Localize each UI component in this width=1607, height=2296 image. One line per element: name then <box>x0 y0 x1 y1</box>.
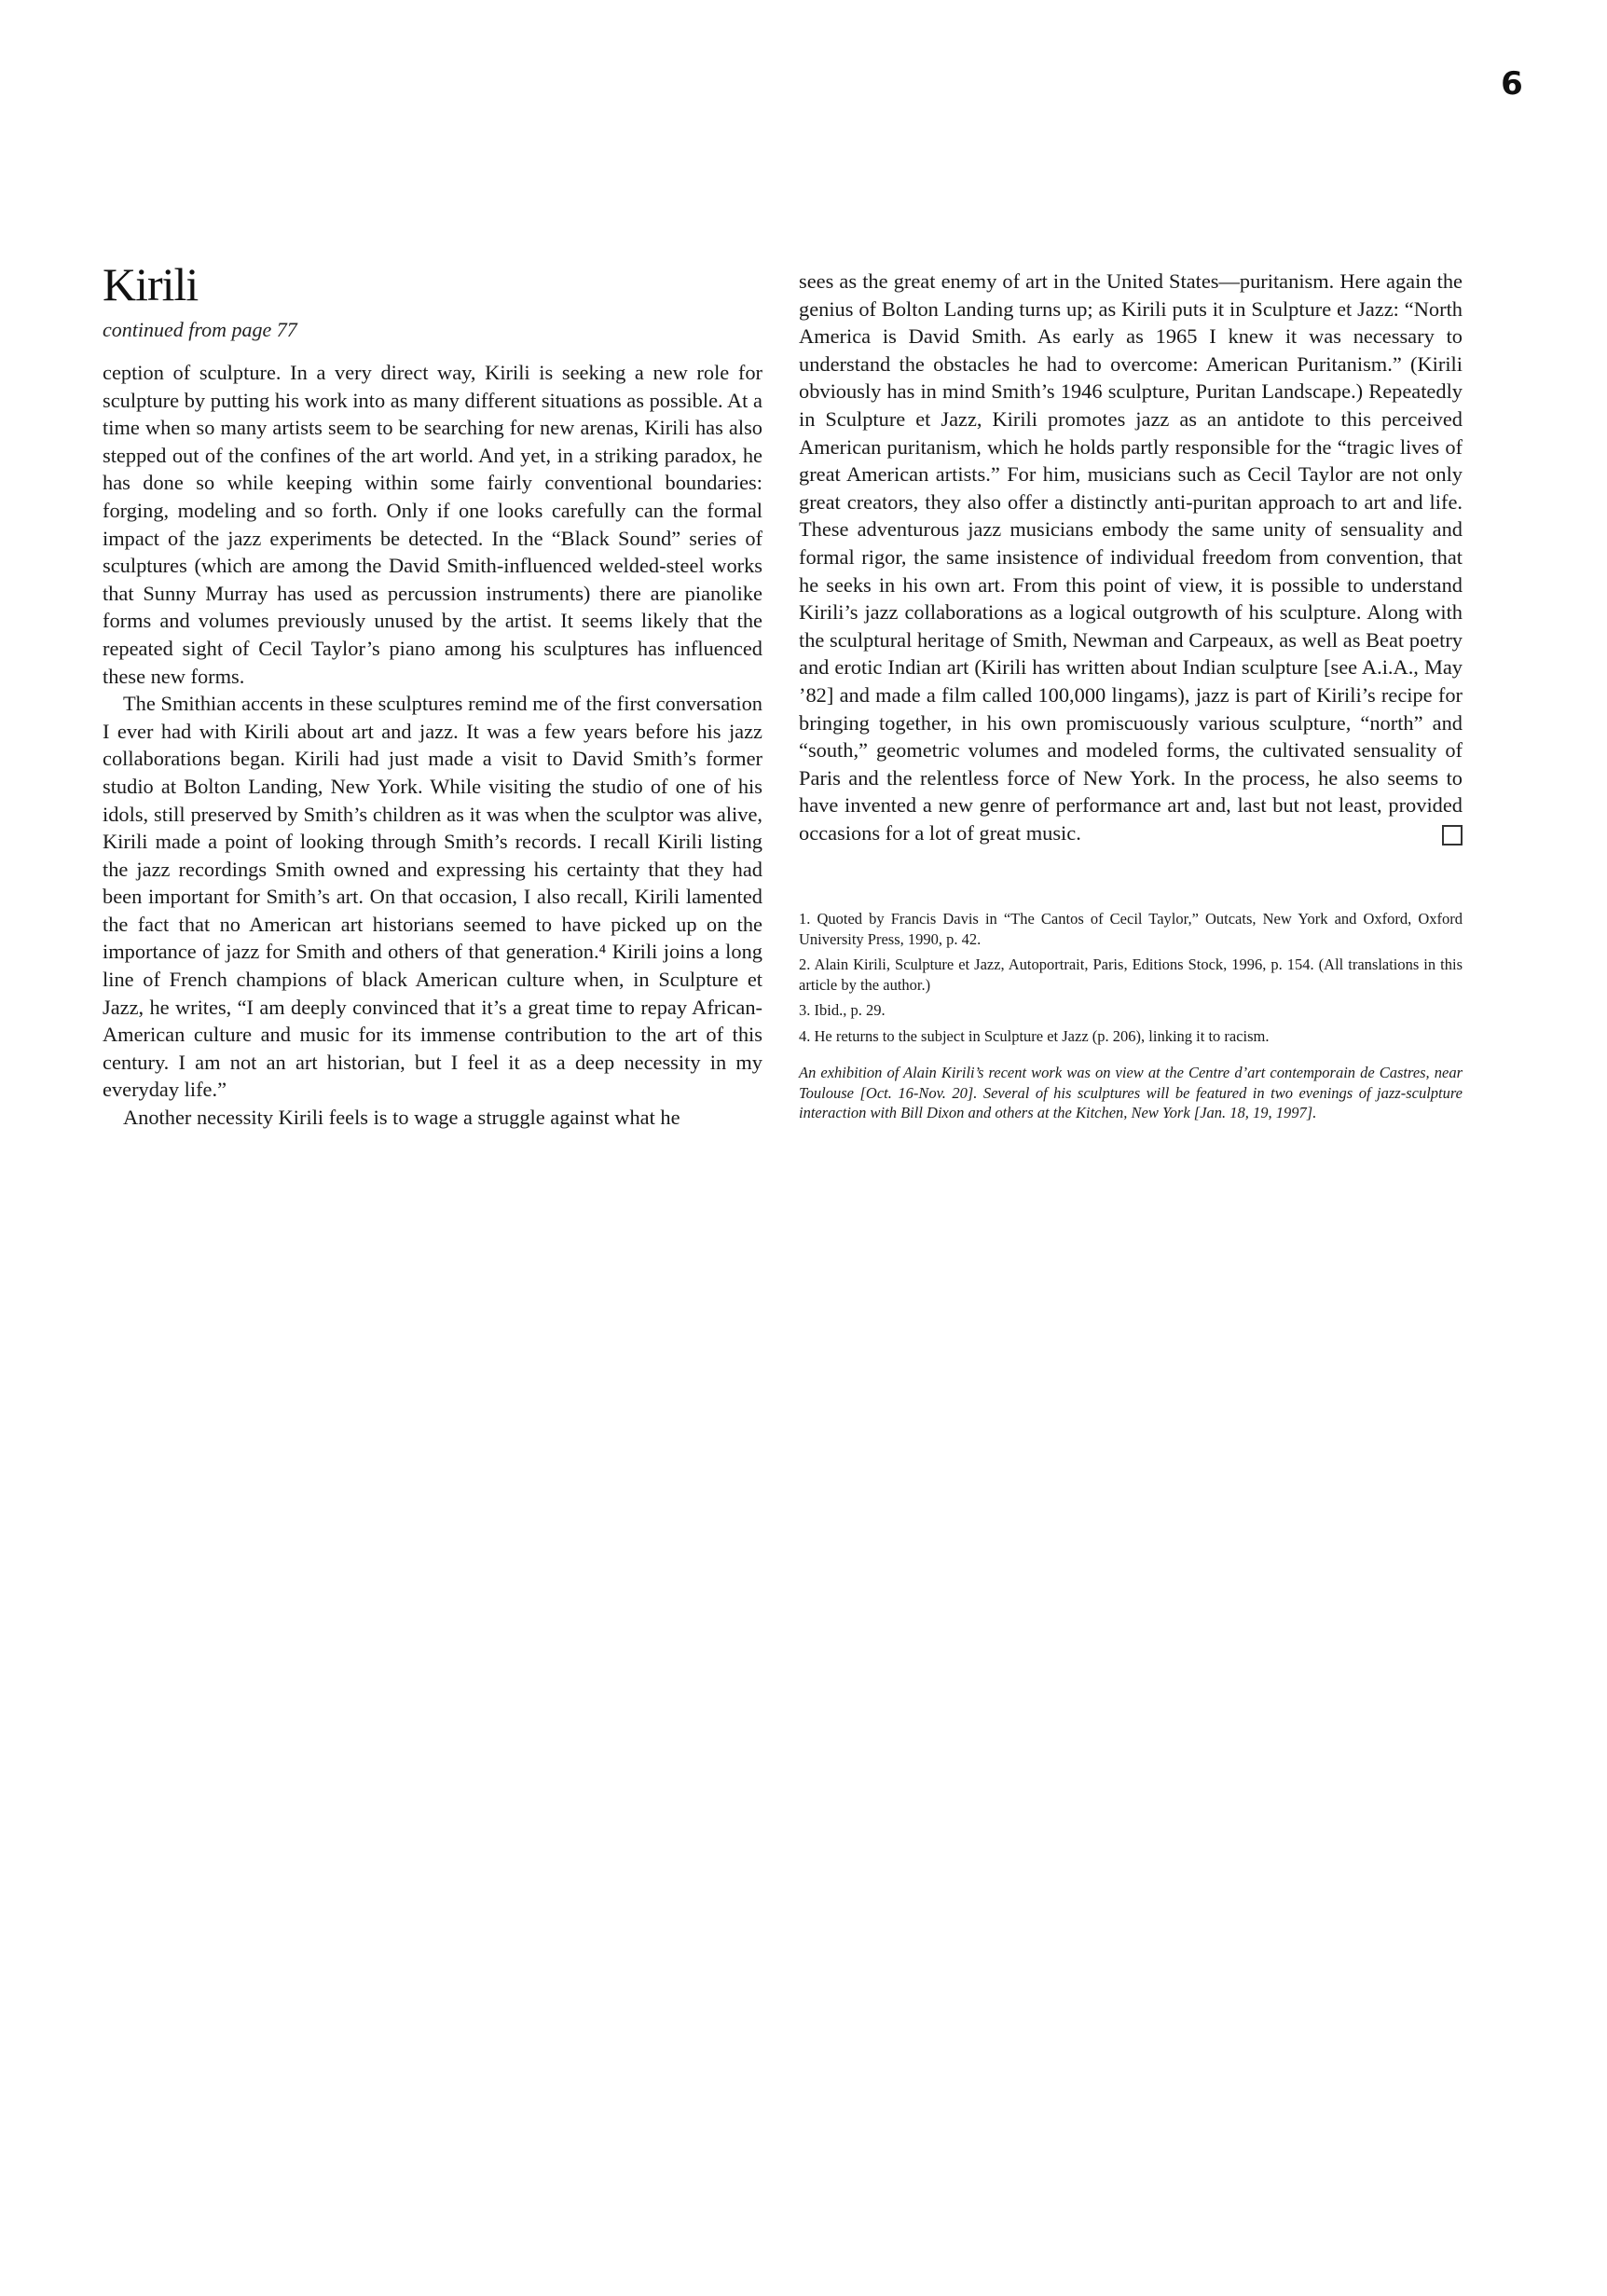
body-paragraph: Another necessity Kirili feels is to wage a struggle against what he <box>123 1106 680 1130</box>
right-column <box>799 268 1463 846</box>
body-paragraph: The Smithian accents in these sculptures remind me of the first conversation I ever had with Kirili about art and jazz. It was a few years before his jazz collaborations began. Kirili had just made a visit to David Smith’s former studio at Bolton Landing, New York. While visiting the studio of one of his idols, still preserved by Smith’s children as it was when the sculptor was alive, Kirili made a point of looking through Smith’s records. I recall Kirili listing the jazz recordings Smith owned and expressing his certainty that they had been important for Smith’s art. On that occasion, I also recall, Kirili lamented the fact that no American art historians seemed to have picked up on the importance of jazz for Smith and others of that generation.⁴ Kirili joins a long line of French champions of black American culture when, in Sculpture et Jazz, he writes, “I am deeply convinced that it’s a great time to repay African-American culture and music for its immense contribution to the art of this century. I am not an art historian, but I feel it as a deep necessity in my everyday life.” <box>103 692 762 1102</box>
continued-from-line: continued from page 77 <box>103 318 297 341</box>
page-number: 6 <box>1501 65 1523 103</box>
article-title: Kirili <box>103 258 199 310</box>
footnotes <box>799 909 1463 1052</box>
exhibition-credit: An exhibition of Alain Kirili’s recent work was on view at the Centre d’art contemporain de Castres, near Toulouse [Oct. 16-Nov. 20]. Several of his sculptures will be featured in two evenings of jazz-sculpture interaction with Bill Dixon and others at the Kitchen, New York [Jan. 18, 19, 1997]. <box>799 1064 1463 1121</box>
body-paragraph <box>799 268 1463 846</box>
footnote: 1. Quoted by Francis Davis in “The Cantos of Cecil Taylor,” Outcats, New York and Oxford, Oxford University Press, 1990, p. 42. <box>799 910 1463 948</box>
body-paragraph-text: sees as the great enemy of art in the United States—puritanism. Here again the genius of Bolton Landing turns up; as Kirili puts it in Sculpture et Jazz: “North America is David Smith. As early as 1965 I knew it was necessary to understand the obstacles he had to overcome: American Puritanism.” (Kirili obviously has in mind Smith’s 1946 sculpture, Puritan Landscape.) Repeatedly in Sculpture et Jazz, Kirili promotes jazz as an antidote to this perceived American puritanism, which he holds partly responsible for the “tragic lives of great American artists.” For him, musicians such as Cecil Taylor are not only great creators, they also offer a distinctly anti-puritan approach to art and life. These adventurous jazz musicians embody the same unity of sensuality and formal rigor, the same insistence of individual freedom from convention, that he seeks in his own art. From this point of view, it is possible to understand Kirili’s jazz collaborations as a logical outgrowth of his sculpture. Along with the sculptural heritage of Smith, Newman and Carpeaux, as well as Beat poetry and erotic Indian art (Kirili has written about Indian sculpture [see A.i.A., May ’82] and made a film called 100,000 lingams), jazz is part of Kirili’s recipe for bringing together, in his own promiscuously various sculpture, “north” and “south,” geometric volumes and modeled forms, the cultivated sensuality of Paris and the relentless force of New York. In the process, he also seems to have invented a new genre of performance art and, last but not least, provided occasions for a lot of great music. <box>799 269 1463 845</box>
footnote: 3. Ibid., p. 29. <box>799 1001 886 1019</box>
left-column <box>103 359 762 1132</box>
end-mark-icon <box>1442 825 1463 846</box>
body-paragraph: ception of sculpture. In a very direct way, Kirili is seeking a new role for sculpture by putting his work into as many different situations as possible. At a time when so many artists seem to be searching for new arenas, Kirili has also stepped out of the confines of the art world. And yet, in a striking paradox, he has done so while keeping within some fairly conventional boundaries: forging, modeling and so forth. Only if one looks carefully can the formal impact of the jazz experiments be detected. In the “Black Sound” series of sculptures (which are among the David Smith-influenced welded-steel works that Sunny Murray has used as percussion instruments) there are pianolike forms and volumes previously unused by the artist. It seems likely that the repeated sight of Cecil Taylor’s piano among his sculptures has influenced these new forms. <box>103 361 762 688</box>
footnote: 4. He returns to the subject in Sculpture et Jazz (p. 206), linking it to racism. <box>799 1026 1270 1045</box>
footnote: 2. Alain Kirili, Sculpture et Jazz, Autoportrait, Paris, Editions Stock, 1996, p. 154. (All translations in this article by the author.) <box>799 956 1463 994</box>
